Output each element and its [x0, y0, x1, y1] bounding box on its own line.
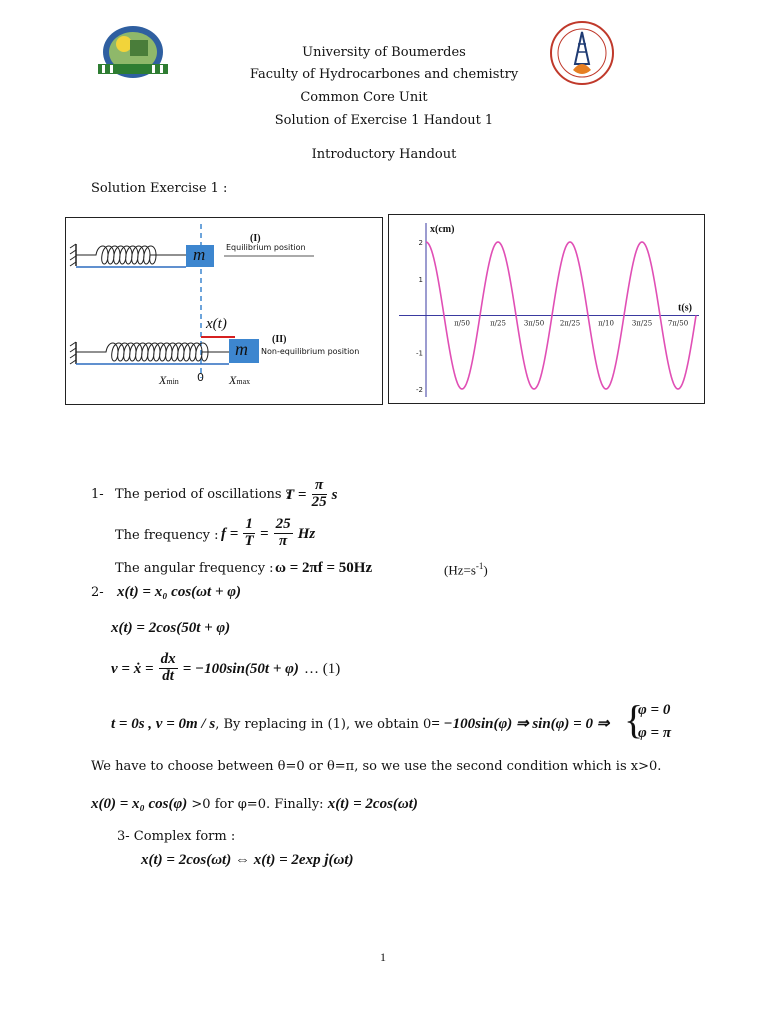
angular-frequency-formula: ω = 2πf = 50Hz	[275, 560, 373, 576]
chart-y-tick-label: 1	[418, 275, 423, 284]
q1-number: 1-	[91, 487, 104, 502]
chart-y-tick-label: -2	[416, 386, 423, 394]
choose-condition-text: We have to choose between θ=0 or θ=π, so we use the second condition which is x>0.	[91, 759, 662, 774]
mass-2-label: m	[235, 339, 248, 359]
hz-note: $(Hz=s^{-1})$	[444, 561, 488, 578]
chart-x-axis-label: t(s)	[678, 302, 692, 314]
q2-general-solution: x(t) = x₀ cos(ωt + φ)	[117, 584, 242, 600]
label-non-equilibrium: Non-equilibrium position	[261, 347, 360, 356]
angular-frequency-label: The angular frequency :	[115, 561, 274, 576]
chart-y-axis-label: x(cm)	[430, 224, 455, 235]
chart-y-tick-label: -1	[416, 349, 423, 358]
frequency-formula: f = $\frac{1}{T}$ = $\frac{25}{\pi}$ Hz	[221, 516, 316, 549]
label-xmax: Xmax	[229, 373, 251, 387]
phase-case-1: φ = 0	[638, 702, 671, 718]
label-II: (II)	[272, 334, 287, 345]
frequency-label: The frequency :	[115, 528, 219, 543]
chart-x-tick-label: 2π/25	[559, 319, 581, 328]
chart-x-tick-label: π/25	[490, 319, 506, 328]
oscillation-chart	[388, 214, 705, 404]
period-formula: T = $\frac{\pi}{25}$ s	[285, 477, 338, 510]
label-I: (I)	[250, 233, 261, 244]
chart-x-tick-label: π/10	[598, 319, 614, 328]
chart-x-tick-label: 7π/50	[667, 319, 689, 328]
mass-1-label: m	[193, 245, 206, 264]
phase-cases-brace: {	[624, 697, 644, 742]
complex-form-label: 3- Complex form :	[117, 829, 236, 844]
page-number: 1	[380, 950, 386, 964]
chart-x-tick-label: 3π/25	[631, 319, 653, 328]
label-zero: 0	[197, 371, 204, 384]
label-equilibrium: Equilibrium position	[226, 243, 306, 252]
chart-y-tick-label: 2	[418, 239, 423, 247]
q2-number: 2-	[91, 585, 104, 600]
period-label: The period of oscillations :	[115, 487, 291, 502]
chart-x-tick-label: 3π/50	[523, 319, 545, 328]
label-xmin: Xmin	[159, 373, 179, 387]
header-university: University of Boumerdes	[302, 45, 466, 60]
section-title: Solution Exercise 1 :	[91, 181, 228, 196]
university-logo	[94, 22, 172, 80]
final-solution-line: x(0) = x₀ cos(φ) >0 for φ=0. Finally: x(t) = 2cos(ωt)	[91, 796, 418, 812]
label-xt: x(t)	[206, 316, 227, 332]
chart-x-tick-label: π/50	[454, 319, 470, 328]
phase-case-2: φ = π	[638, 725, 672, 741]
handout-subtitle: Introductory Handout	[311, 147, 457, 162]
header-solution-title: Solution of Exercise 1 Handout 1	[274, 113, 494, 128]
complex-form-formula: x(t) = 2cos(ωt) ⇔ x(t) = 2exp j(ωt)	[141, 852, 354, 868]
velocity-formula: v = ẋ = $\frac{dx}{dt}$ = −100sin(50t + φ) … (1)	[111, 651, 341, 684]
header-unit: Common Core Unit	[300, 90, 428, 105]
header-faculty: Faculty of Hydrocarbones and chemistry	[249, 67, 519, 82]
q2-specific-solution: x(t) = 2cos(50t + φ)	[111, 620, 231, 636]
initial-condition-line: t = 0s , v = 0m / s, By replacing in (1), we obtain 0= −100sin(φ) ⇒ sin(φ) = 0 ⇒	[111, 716, 610, 732]
spring-figure	[65, 217, 383, 405]
